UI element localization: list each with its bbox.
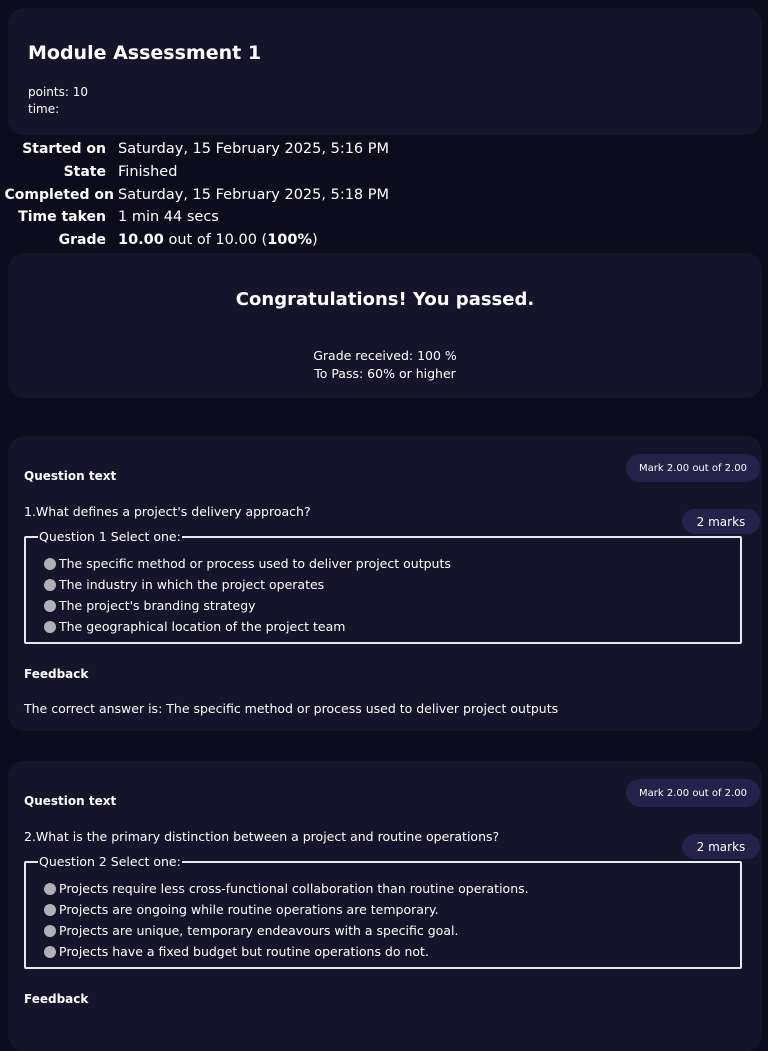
answer-option[interactable] <box>44 598 256 613</box>
radio-icon[interactable] <box>44 579 56 591</box>
radio-icon[interactable] <box>44 946 56 958</box>
grade-end: ) <box>312 232 318 248</box>
pass-threshold-text: To Pass: 60% or higher <box>314 366 456 381</box>
radio-icon[interactable] <box>44 621 56 633</box>
mark-badge: Mark 2.00 out of 2.00 <box>626 454 760 482</box>
started-label: Started on <box>22 141 106 157</box>
time-taken-value: 1 min 44 secs <box>118 209 219 225</box>
answer-option[interactable] <box>44 619 345 634</box>
question-text-label: Question text <box>24 794 117 808</box>
feedback-label: Feedback <box>24 667 89 681</box>
option-label: Projects are unique, temporary endeavours with a specific goal. <box>59 923 459 938</box>
answer-option[interactable] <box>44 944 429 959</box>
option-label: The specific method or process used to deliver project outputs <box>59 556 451 571</box>
completed-value: Saturday, 15 February 2025, 5:18 PM <box>118 187 390 203</box>
option-label: The geographical location of the project team <box>59 619 346 634</box>
completed-label: Completed on <box>4 187 114 203</box>
state-value: Finished <box>118 164 178 180</box>
result-panel <box>8 253 762 398</box>
answer-fieldset <box>24 854 742 969</box>
answer-legend: Question 1 Select one: <box>39 529 181 544</box>
question-text-label: Question text <box>24 469 117 483</box>
answer-option[interactable] <box>44 881 529 896</box>
time-taken-label: Time taken <box>18 209 106 225</box>
radio-icon[interactable] <box>44 925 56 937</box>
assessment-header <box>8 8 762 135</box>
grade-mid: out of 10.00 ( <box>163 232 268 248</box>
grade-label: Grade <box>58 232 106 248</box>
question-prompt: 2.What is the primary distinction between a project and routine operations? <box>24 829 500 844</box>
option-label: The project's branding strategy <box>59 598 256 613</box>
radio-icon[interactable] <box>44 600 56 612</box>
started-value: Saturday, 15 February 2025, 5:16 PM <box>118 141 390 157</box>
grade-received-text: Grade received: 100 % <box>313 348 457 363</box>
feedback-text: The correct answer is: The specific method or process used to deliver project outputs <box>24 701 559 716</box>
answer-option[interactable] <box>44 923 458 938</box>
answer-option[interactable] <box>44 902 439 917</box>
answer-option[interactable] <box>44 556 451 571</box>
option-label: Projects have a fixed budget but routine operations do not. <box>59 944 429 959</box>
answer-option[interactable] <box>44 577 324 592</box>
marks-badge: 2 marks <box>682 509 760 534</box>
mark-badge: Mark 2.00 out of 2.00 <box>626 779 760 807</box>
question-card-2 <box>8 761 762 1051</box>
state-label: State <box>63 164 106 180</box>
option-label: Projects are ongoing while routine operations are temporary. <box>59 902 439 917</box>
option-label: The industry in which the project operates <box>59 577 325 592</box>
question-prompt: 1.What defines a project's delivery approach? <box>24 504 311 519</box>
radio-icon[interactable] <box>44 904 56 916</box>
grade-value <box>118 232 318 248</box>
feedback-label: Feedback <box>24 992 89 1006</box>
grade-score: 10.00 <box>118 232 164 248</box>
page-title: Module Assessment 1 <box>28 42 262 64</box>
marks-badge: 2 marks <box>682 834 760 859</box>
points-text: points: 10 <box>28 85 88 99</box>
pass-message: Congratulations! You passed. <box>235 289 535 310</box>
radio-icon[interactable] <box>44 883 56 895</box>
time-text: time: <box>28 102 60 116</box>
grade-percent: 100% <box>267 232 312 248</box>
answer-legend: Question 2 Select one: <box>39 854 181 869</box>
option-label: Projects require less cross-functional collaboration than routine operations. <box>59 881 529 896</box>
question-card-1 <box>8 436 762 731</box>
radio-icon[interactable] <box>44 558 56 570</box>
answer-fieldset <box>24 529 742 644</box>
